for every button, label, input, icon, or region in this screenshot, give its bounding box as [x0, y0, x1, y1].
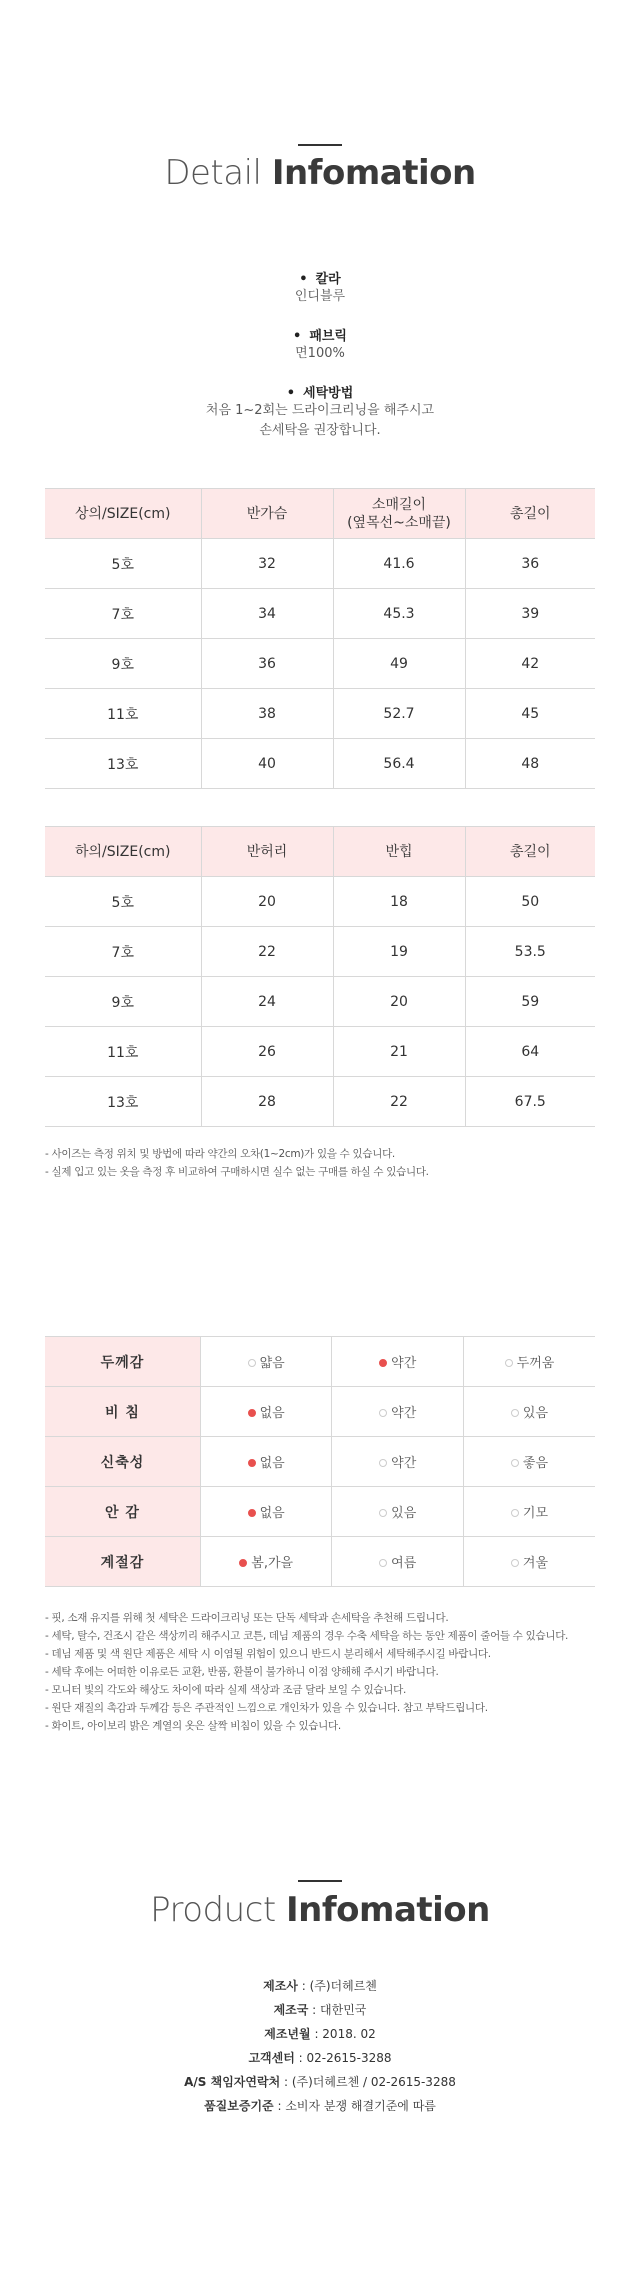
attr-color-head: 칼라	[315, 272, 341, 287]
product-info-row: 제조국 : 대한민국	[273, 2003, 367, 2017]
detail-title-bold: Infomation	[271, 153, 476, 193]
feel-option-label: 약간	[391, 1456, 417, 1471]
feel-option-label: 얇음	[259, 1356, 285, 1371]
feel-option-label: 약간	[391, 1406, 417, 1421]
table-cell: 28	[201, 1077, 333, 1127]
table-cell: 7호	[45, 927, 201, 977]
feel-option	[200, 1337, 332, 1387]
care-note: - 세탁 후에는 어떠한 이유로든 교환, 반품, 환불이 불가하니 이점 양해해 주시기 바랍니다.	[45, 1666, 439, 1678]
radio-icon	[511, 1409, 519, 1417]
top-header-chest: 반가슴	[201, 489, 333, 539]
feel-label: 신축성	[45, 1437, 200, 1487]
product-info-value: 2018. 02	[322, 2027, 376, 2041]
table-cell: 13호	[45, 739, 201, 789]
table-cell: 5호	[45, 877, 201, 927]
size-notes	[45, 1145, 605, 1181]
radio-icon	[511, 1459, 519, 1467]
product-info-row: 품질보증기준 : 소비자 분쟁 해결기준에 따름	[204, 2099, 436, 2113]
table-cell: 67.5	[465, 1077, 595, 1127]
feel-row-lining	[45, 1487, 595, 1537]
care-note: - 세탁, 탈수, 건조시 같은 색상끼리 해주시고 코튼, 데님 제품의 경우 수축 세탁을 하는 동안 제품이 줄어들 수 있습니다.	[45, 1630, 569, 1642]
table-cell: 42	[465, 639, 595, 689]
table-cell: 52.7	[333, 689, 465, 739]
attr-wash-line2: 손세탁을 권장합니다.	[259, 423, 381, 438]
feel-option	[332, 1437, 464, 1487]
feel-option	[463, 1487, 595, 1537]
radio-selected-icon	[239, 1559, 247, 1567]
table-cell: 40	[201, 739, 333, 789]
feel-option-label: 겨울	[522, 1556, 549, 1571]
feel-label: 계절감	[45, 1537, 200, 1587]
radio-icon	[511, 1559, 519, 1567]
table-cell: 48	[465, 739, 595, 789]
table-cell: 38	[201, 689, 333, 739]
attr-wash-line1: 처음 1~2회는 드라이크리닝을 해주시고	[205, 403, 435, 418]
product-info-key: 제조국	[273, 2003, 309, 2017]
radio-icon	[248, 1359, 256, 1367]
section-divider	[298, 1880, 342, 1882]
product-info-value: (주)더헤르첸 / 02-2615-3288	[291, 2075, 456, 2089]
size-note: - 사이즈는 측정 위치 및 방법에 따라 약간의 오차(1~2cm)가 있을 수 있습니다.	[45, 1148, 395, 1160]
feel-option	[332, 1487, 464, 1537]
product-info-row: 제조년월 : 2018. 02	[264, 2027, 376, 2041]
product-info-list	[0, 1974, 640, 2118]
feel-label: 두께감	[45, 1337, 200, 1387]
feel-option-label: 두꺼움	[516, 1356, 555, 1371]
attr-fabric	[0, 325, 640, 364]
radio-selected-icon	[248, 1509, 256, 1517]
radio-selected-icon	[248, 1459, 256, 1467]
feel-label: 비 침	[45, 1387, 200, 1437]
bottom-header-waist: 반허리	[201, 827, 333, 877]
table-cell: 36	[465, 539, 595, 589]
table-row	[45, 977, 595, 1027]
table-row	[45, 539, 595, 589]
top-header-size: 상의/SIZE(cm)	[45, 489, 201, 539]
radio-icon	[511, 1509, 519, 1517]
feel-option	[332, 1387, 464, 1437]
table-row	[45, 927, 595, 977]
product-info-value: 소비자 분쟁 해결기준에 따름	[285, 2099, 436, 2113]
attr-wash	[0, 382, 640, 441]
table-cell: 26	[201, 1027, 333, 1077]
care-notes	[45, 1609, 605, 1735]
table-cell: 39	[465, 589, 595, 639]
feel-option-label: 여름	[391, 1556, 417, 1571]
table-cell: 22	[201, 927, 333, 977]
feel-row-season	[45, 1537, 595, 1587]
radio-icon	[379, 1459, 387, 1467]
product-info-row: A/S 책임자연락처 : (주)더헤르첸 / 02-2615-3288	[184, 2075, 456, 2089]
table-cell: 7호	[45, 589, 201, 639]
radio-icon	[379, 1409, 387, 1417]
table-cell: 32	[201, 539, 333, 589]
table-cell: 11호	[45, 689, 201, 739]
feel-option	[200, 1487, 332, 1537]
bullet: •	[286, 386, 296, 401]
table-row	[45, 877, 595, 927]
radio-icon	[379, 1559, 387, 1567]
table-row	[45, 1027, 595, 1077]
bullet: •	[299, 272, 308, 287]
attr-fabric-head: 패브릭	[309, 329, 347, 344]
bottom-header-length: 총길이	[465, 827, 595, 877]
product-info-key: 제조년월	[264, 2027, 311, 2041]
feel-option	[463, 1537, 595, 1587]
feel-row-sheerness	[45, 1387, 595, 1437]
feel-option-label: 약간	[391, 1356, 417, 1371]
product-info-row: 고객센터 : 02-2615-3288	[248, 2051, 392, 2065]
bottom-header-hip: 반힙	[333, 827, 465, 877]
feel-option	[332, 1337, 464, 1387]
table-cell: 24	[201, 977, 333, 1027]
product-title-bold: Infomation	[286, 1890, 490, 1930]
top-header-sleeve-l2: (옆목선~소매끝)	[347, 514, 451, 531]
feel-option-label: 없음	[259, 1456, 285, 1471]
table-cell: 34	[201, 589, 333, 639]
table-cell: 9호	[45, 977, 201, 1027]
feel-row-stretch	[45, 1437, 595, 1487]
top-header-sleeve	[333, 489, 465, 539]
attr-fabric-value: 면100%	[295, 346, 345, 361]
radio-selected-icon	[248, 1409, 256, 1417]
table-cell: 18	[333, 877, 465, 927]
product-info-value: 대한민국	[320, 2003, 367, 2017]
table-cell: 53.5	[465, 927, 595, 977]
table-cell: 9호	[45, 639, 201, 689]
feel-option-label: 기모	[522, 1506, 549, 1521]
feel-label: 안 감	[45, 1487, 200, 1537]
feel-option	[463, 1387, 595, 1437]
feel-option	[200, 1387, 332, 1437]
table-cell: 56.4	[333, 739, 465, 789]
detail-title-light: Detail	[164, 153, 262, 193]
care-note: - 화이트, 아이보리 밝은 계열의 옷은 살짝 비침이 있을 수 있습니다.	[45, 1720, 341, 1732]
feel-option-label: 좋음	[522, 1456, 549, 1471]
attr-color	[0, 268, 640, 307]
table-row	[45, 639, 595, 689]
table-row	[45, 1077, 595, 1127]
bottom-size-table	[45, 826, 595, 1127]
bottom-header-size: 하의/SIZE(cm)	[45, 827, 201, 877]
table-cell: 21	[333, 1027, 465, 1077]
table-cell: 49	[333, 639, 465, 689]
product-info-row: 제조사 : (주)더헤르첸	[263, 1979, 377, 1993]
table-cell: 20	[333, 977, 465, 1027]
table-cell: 64	[465, 1027, 595, 1077]
bullet: •	[293, 329, 302, 344]
care-note: - 핏, 소재 유지를 위해 첫 세탁은 드라이크리닝 또는 단독 세탁과 손세탁을 추천해 드립니다.	[45, 1612, 449, 1624]
care-note: - 데님 제품 및 색 원단 제품은 세탁 시 이염될 위험이 있으니 반드시 분리해서 세탁해주시길 바랍니다.	[45, 1648, 491, 1660]
feel-option-label: 없음	[259, 1406, 285, 1421]
detail-title	[0, 153, 640, 193]
table-cell: 45	[465, 689, 595, 739]
feel-option	[200, 1437, 332, 1487]
feel-option	[200, 1537, 332, 1587]
care-note: - 원단 재질의 촉감과 두께감 등은 주관적인 느낌으로 개인차가 있을 수 있습니다. 참고 부탁드립니다.	[45, 1702, 488, 1714]
product-info-key: 제조사	[263, 1979, 298, 1993]
table-row	[45, 589, 595, 639]
product-info-key: 고객센터	[248, 2051, 295, 2065]
feel-option-label: 없음	[259, 1506, 285, 1521]
table-cell: 36	[201, 639, 333, 689]
table-cell: 11호	[45, 1027, 201, 1077]
feel-option	[332, 1537, 464, 1587]
top-header-length: 총길이	[465, 489, 595, 539]
feel-option-label: 있음	[391, 1506, 417, 1521]
section-divider	[298, 144, 342, 146]
table-cell: 50	[465, 877, 595, 927]
product-info-key: 품질보증기준	[204, 2099, 274, 2113]
product-info-value: (주)더헤르첸	[309, 1979, 377, 1993]
table-row	[45, 739, 595, 789]
fabric-feel-table	[45, 1336, 595, 1587]
table-cell: 45.3	[333, 589, 465, 639]
attr-wash-head: 세탁방법	[303, 386, 354, 401]
attr-color-value: 인디블루	[294, 289, 346, 304]
feel-option-label: 있음	[522, 1406, 549, 1421]
table-cell: 5호	[45, 539, 201, 589]
table-cell: 20	[201, 877, 333, 927]
feel-option	[463, 1337, 595, 1387]
size-note: - 실제 입고 있는 옷을 측정 후 비교하여 구매하시면 실수 없는 구매를 하실 수 있습니다.	[45, 1166, 429, 1178]
table-cell: 41.6	[333, 539, 465, 589]
top-size-table	[45, 488, 595, 789]
radio-icon	[505, 1359, 513, 1367]
feel-option	[463, 1437, 595, 1487]
table-cell: 13호	[45, 1077, 201, 1127]
product-info-value: 02-2615-3288	[306, 2051, 392, 2065]
table-cell: 22	[333, 1077, 465, 1127]
care-note: - 모니터 빛의 각도와 해상도 차이에 따라 실제 색상과 조금 달라 보일 수 있습니다.	[45, 1684, 406, 1696]
table-cell: 19	[333, 927, 465, 977]
table-cell: 59	[465, 977, 595, 1027]
feel-option-label: 봄,가을	[251, 1556, 294, 1571]
product-title-light: Product	[150, 1890, 276, 1930]
product-info-key: A/S 책임자연락처	[184, 2075, 281, 2089]
radio-selected-icon	[379, 1359, 387, 1367]
radio-icon	[379, 1509, 387, 1517]
table-row	[45, 689, 595, 739]
feel-row-thickness	[45, 1337, 595, 1387]
product-title	[0, 1890, 640, 1930]
top-header-sleeve-l1: 소매길이	[371, 496, 427, 513]
